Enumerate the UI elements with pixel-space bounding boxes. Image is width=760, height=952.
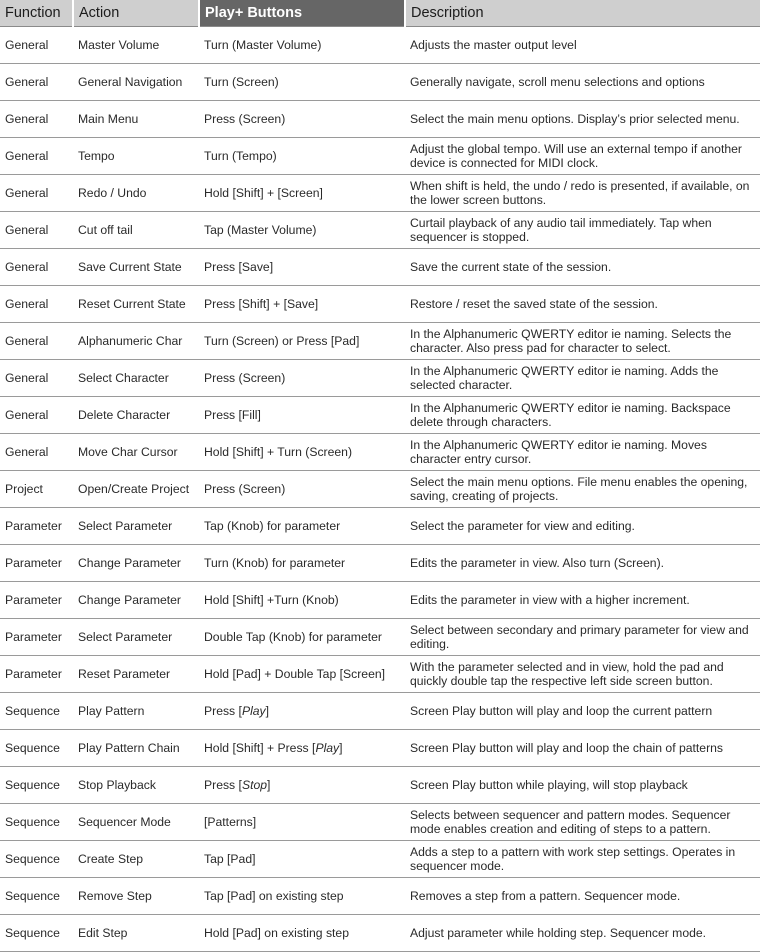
description-cell: In the Alphanumeric QWERTY editor ie naming. Selects the character. Also press pad for character to select. [405,323,760,360]
action-cell: Redo / Undo [73,175,199,212]
action-cell: General Navigation [73,64,199,101]
action-cell: Remove Step [73,878,199,915]
action-cell: Sequencer Mode [73,804,199,841]
description-cell: Removes a step from a pattern. Sequencer mode. [405,878,760,915]
function-cell: Sequence [0,767,73,804]
table-row [0,915,760,952]
table-row [0,397,760,434]
buttons-text: Press [ [204,703,242,718]
function-cell: General [0,286,73,323]
button-name-italic: Stop [241,777,268,792]
action-cell: Tempo [73,138,199,175]
buttons-cell: Tap (Master Volume) [199,212,405,249]
description-cell: Adjusts the master output level [405,27,760,64]
description-cell: Adds a step to a pattern with work step settings. Operates in sequencer mode. [405,841,760,878]
description-cell: Adjust the global tempo. Will use an external tempo if another device is connected for MIDI clock. [405,138,760,175]
action-cell: Play Pattern Chain [73,730,199,767]
buttons-cell: Hold [Pad] + Double Tap [Screen] [199,656,405,693]
description-cell: Screen Play button will play and loop the chain of patterns [405,730,760,767]
header-row [0,0,760,27]
table-row [0,323,760,360]
table-row [0,619,760,656]
function-cell: General [0,212,73,249]
action-cell: Reset Current State [73,286,199,323]
table-row [0,767,760,804]
action-cell: Cut off tail [73,212,199,249]
buttons-cell: Press (Screen) [199,101,405,138]
action-cell: Delete Character [73,397,199,434]
table-row [0,286,760,323]
buttons-cell: [Patterns] [199,804,405,841]
table-row [0,878,760,915]
function-cell: Parameter [0,656,73,693]
buttons-cell: Hold [Shift] +Turn (Knob) [199,582,405,619]
description-cell: When shift is held, the undo / redo is presented, if available, on the lower screen buttons. [405,175,760,212]
function-cell: General [0,64,73,101]
buttons-cell: Hold [Pad] on existing step [199,915,405,952]
table-row [0,693,760,730]
buttons-cell: Press (Screen) [199,471,405,508]
buttons-cell: Tap (Knob) for parameter [199,508,405,545]
buttons-cell: Press [Fill] [199,397,405,434]
function-cell: General [0,434,73,471]
description-cell: Edits the parameter in view with a higher increment. [405,582,760,619]
buttons-cell: Tap [Pad] [199,841,405,878]
function-cell: Parameter [0,545,73,582]
buttons-text-end: ] [267,777,271,792]
function-cell: Parameter [0,619,73,656]
buttons-cell: Press [Save] [199,249,405,286]
action-cell: Select Character [73,360,199,397]
function-cell: Sequence [0,804,73,841]
function-cell: Sequence [0,915,73,952]
table-row [0,175,760,212]
description-cell: Adjust parameter while holding step. Sequencer mode. [405,915,760,952]
buttons-cell [199,767,405,804]
buttons-cell [199,693,405,730]
action-cell: Stop Playback [73,767,199,804]
function-cell: Sequence [0,730,73,767]
table-body [0,27,760,952]
action-cell: Select Parameter [73,508,199,545]
buttons-cell: Turn (Screen) or Press [Pad] [199,323,405,360]
table-row [0,545,760,582]
description-cell: With the parameter selected and in view, hold the pad and quickly double tap the respective left side screen button. [405,656,760,693]
action-cell: Reset Parameter [73,656,199,693]
function-cell: General [0,397,73,434]
action-cell: Open/Create Project [73,471,199,508]
buttons-cell: Hold [Shift] + Turn (Screen) [199,434,405,471]
function-cell: General [0,138,73,175]
action-cell: Change Parameter [73,545,199,582]
table-row [0,434,760,471]
table-row [0,656,760,693]
table-row [0,249,760,286]
buttons-cell: Hold [Shift] + [Screen] [199,175,405,212]
function-cell: General [0,101,73,138]
action-cell: Create Step [73,841,199,878]
function-cell: Sequence [0,878,73,915]
action-cell: Master Volume [73,27,199,64]
table-row [0,582,760,619]
buttons-cell: Turn (Master Volume) [199,27,405,64]
buttons-cell: Double Tap (Knob) for parameter [199,619,405,656]
table-row [0,212,760,249]
action-cell: Main Menu [73,101,199,138]
action-cell: Move Char Cursor [73,434,199,471]
table-row [0,101,760,138]
table-row [0,841,760,878]
table-row [0,360,760,397]
function-cell: Project [0,471,73,508]
function-cell: Sequence [0,693,73,730]
table-row [0,730,760,767]
function-cell: General [0,323,73,360]
table-row [0,471,760,508]
description-cell: In the Alphanumeric QWERTY editor ie naming. Adds the selected character. [405,360,760,397]
description-cell: Curtail playback of any audio tail immediately. Tap when sequencer is stopped. [405,212,760,249]
description-cell: Restore / reset the saved state of the session. [405,286,760,323]
function-cell: General [0,249,73,286]
function-cell: Parameter [0,508,73,545]
description-cell: Generally navigate, scroll menu selections and options [405,64,760,101]
description-cell: Select between secondary and primary parameter for view and editing. [405,619,760,656]
buttons-cell: Tap [Pad] on existing step [199,878,405,915]
table-row [0,138,760,175]
button-name-italic: Play [315,740,340,755]
table-row [0,64,760,101]
action-cell: Change Parameter [73,582,199,619]
table-row [0,804,760,841]
description-cell: Select the main menu options. File menu enables the opening, saving, creating of projects. [405,471,760,508]
header-function: Function [0,0,73,27]
buttons-text: Press [ [204,777,242,792]
description-cell: Save the current state of the session. [405,249,760,286]
table-row [0,27,760,64]
function-cell: General [0,360,73,397]
description-cell: In the Alphanumeric QWERTY editor ie naming. Moves character entry cursor. [405,434,760,471]
function-cell: General [0,175,73,212]
buttons-cell: Turn (Tempo) [199,138,405,175]
header-play-buttons: Play+ Buttons [199,0,405,27]
description-cell: Selects between sequencer and pattern modes. Sequencer mode enables creation and editing of steps to a pattern. [405,804,760,841]
button-name-italic: Play [241,703,266,718]
action-cell: Play Pattern [73,693,199,730]
description-cell: In the Alphanumeric QWERTY editor ie naming. Backspace delete through characters. [405,397,760,434]
buttons-cell: Turn (Screen) [199,64,405,101]
description-cell: Select the main menu options. Display’s prior selected menu. [405,101,760,138]
header-description: Description [405,0,760,27]
description-cell: Edits the parameter in view. Also turn (Screen). [405,545,760,582]
function-cell: Parameter [0,582,73,619]
description-cell: Screen Play button while playing, will stop playback [405,767,760,804]
function-cell: Sequence [0,841,73,878]
buttons-cell: Press (Screen) [199,360,405,397]
buttons-text-end: ] [265,703,270,718]
buttons-cell: Press [Shift] + [Save] [199,286,405,323]
description-cell: Screen Play button will play and loop the current pattern [405,693,760,730]
buttons-cell: Turn (Knob) for parameter [199,545,405,582]
action-cell: Edit Step [73,915,199,952]
buttons-text: Hold [Shift] + Press [ [204,740,316,755]
function-cell: General [0,27,73,64]
header-action: Action [73,0,199,27]
description-cell: Select the parameter for view and editing. [405,508,760,545]
action-cell: Alphanumeric Char [73,323,199,360]
buttons-text-end: ] [339,740,343,755]
action-cell: Save Current State [73,249,199,286]
table-row [0,508,760,545]
action-cell: Select Parameter [73,619,199,656]
buttons-cell [199,730,405,767]
